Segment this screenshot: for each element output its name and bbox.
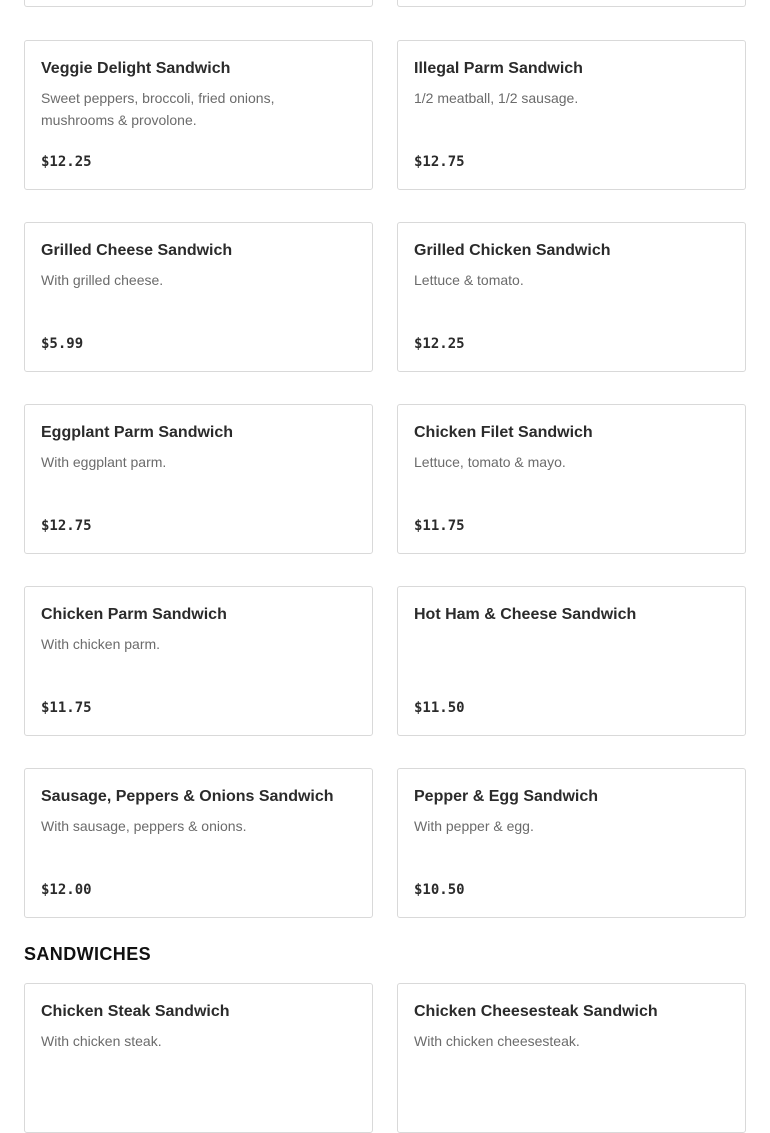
item-name: Chicken Steak Sandwich bbox=[41, 1003, 230, 1020]
menu-item-card[interactable] bbox=[24, 768, 373, 918]
item-price: $11.50 bbox=[414, 700, 465, 716]
menu-item-card[interactable] bbox=[24, 404, 373, 554]
item-description: With chicken steak. bbox=[41, 1033, 162, 1049]
menu-items-grid bbox=[24, 983, 746, 1133]
item-price: $12.75 bbox=[41, 518, 92, 534]
menu-item-card[interactable] bbox=[397, 768, 746, 918]
item-description: With pepper & egg. bbox=[414, 818, 534, 834]
item-price: $5.99 bbox=[41, 336, 84, 352]
menu-item-card[interactable] bbox=[24, 586, 373, 736]
menu-item-card-partial[interactable] bbox=[24, 0, 373, 7]
item-name: Illegal Parm Sandwich bbox=[414, 60, 583, 77]
item-price: $12.75 bbox=[414, 154, 465, 170]
section-heading: SANDWICHES bbox=[24, 944, 152, 964]
item-name: Grilled Cheese Sandwich bbox=[41, 242, 233, 259]
item-name: Veggie Delight Sandwich bbox=[41, 60, 231, 77]
menu-items-grid bbox=[24, 40, 746, 918]
item-description: Lettuce, tomato & mayo. bbox=[414, 454, 566, 470]
item-description: With chicken cheesesteak. bbox=[414, 1033, 580, 1049]
menu-item-card-partial[interactable] bbox=[397, 0, 746, 7]
item-name: Grilled Chicken Sandwich bbox=[414, 242, 611, 259]
item-description: With eggplant parm. bbox=[41, 454, 167, 470]
item-name: Eggplant Parm Sandwich bbox=[41, 424, 234, 441]
item-name: Chicken Cheesesteak Sandwich bbox=[414, 1003, 658, 1020]
menu-item-card[interactable] bbox=[24, 983, 373, 1133]
item-price: $11.75 bbox=[41, 700, 92, 716]
item-description: 1/2 meatball, 1/2 sausage. bbox=[414, 90, 579, 106]
previous-row-partial bbox=[24, 0, 746, 8]
item-name: Pepper & Egg Sandwich bbox=[414, 788, 599, 805]
item-description: Sweet peppers, broccoli, fried onions, mushrooms & provolone. bbox=[41, 90, 275, 128]
menu-item-card[interactable] bbox=[397, 222, 746, 372]
item-price: $11.75 bbox=[414, 518, 465, 534]
item-name: Hot Ham & Cheese Sandwich bbox=[414, 606, 637, 623]
menu-item-card[interactable] bbox=[397, 40, 746, 190]
item-description: With grilled cheese. bbox=[41, 272, 164, 288]
item-description: With chicken parm. bbox=[41, 636, 161, 652]
menu-item-card[interactable] bbox=[24, 222, 373, 372]
menu-item-card[interactable] bbox=[397, 404, 746, 554]
item-name: Chicken Filet Sandwich bbox=[414, 424, 593, 441]
menu-item-card[interactable] bbox=[397, 586, 746, 736]
item-price: $12.25 bbox=[41, 154, 92, 170]
item-name: Chicken Parm Sandwich bbox=[41, 606, 227, 623]
item-price: $12.25 bbox=[414, 336, 465, 352]
item-name: Sausage, Peppers & Onions Sandwich bbox=[41, 788, 334, 805]
menu-item-card[interactable] bbox=[397, 983, 746, 1133]
menu-page bbox=[24, 0, 746, 1133]
item-price: $12.00 bbox=[41, 882, 92, 898]
item-price: $10.50 bbox=[414, 882, 465, 898]
item-description: With sausage, peppers & onions. bbox=[41, 818, 247, 834]
item-description: Lettuce & tomato. bbox=[414, 272, 524, 288]
menu-item-card[interactable] bbox=[24, 40, 373, 190]
